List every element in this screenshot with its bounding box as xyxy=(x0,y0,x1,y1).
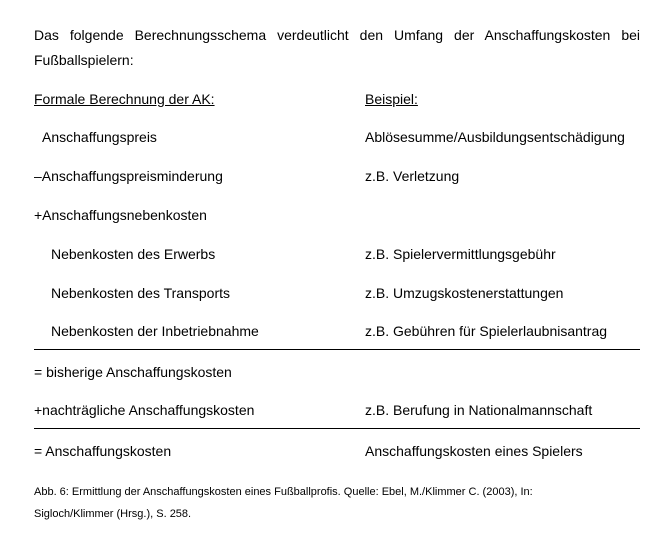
figure-caption xyxy=(34,481,640,525)
row-transport-costs-label: Nebenkosten des Transports xyxy=(51,285,230,301)
row-price-reduction-example: z.B. Verletzung xyxy=(365,168,460,184)
header-example: Beispiel: xyxy=(365,91,418,107)
row-purchase-price-example: Ablösesumme/Ausbildungsentschädigung xyxy=(365,129,625,145)
row-acquisition-costs-label: Nebenkosten des Erwerbs xyxy=(51,246,216,262)
row-acquisition-costs-example: z.B. Spielervermittlungsgebühr xyxy=(365,246,556,262)
row-total-costs-label: = Anschaffungskosten xyxy=(34,443,172,459)
row-subsequent-costs-label: +nachträgliche Anschaffungskosten xyxy=(34,402,255,418)
intro-paragraph xyxy=(34,23,640,73)
intro-line-2: Fußballspielern: xyxy=(34,52,134,68)
caption-line-1: Abb. 6: Ermittlung der Anschaffungskosten eines Fußballprofis. Quelle: Ebel, M./Klimmer C. (2003), In: xyxy=(34,486,533,498)
header-formal-calculation: Formale Berechnung der AK: xyxy=(34,91,215,107)
row-commissioning-costs-label: Nebenkosten der Inbetriebnahme xyxy=(51,323,259,339)
row-transport-costs-example: z.B. Umzugskostenerstattungen xyxy=(365,285,564,301)
row-price-reduction-label: –Anschaffungspreisminderung xyxy=(34,168,223,184)
caption-line-2: Sigloch/Klimmer (Hrsg.), S. 258. xyxy=(34,508,192,520)
row-previous-costs-label: = bisherige Anschaffungskosten xyxy=(34,364,232,380)
row-purchase-price-label: Anschaffungspreis xyxy=(42,129,157,145)
row-commissioning-costs-example: z.B. Gebühren für Spielerlaubnisantrag xyxy=(365,323,608,339)
divider-line-2 xyxy=(34,428,640,429)
intro-line-1: Das folgende Berechnungsschema verdeutlicht den Umfang der Anschaffungskosten bei xyxy=(34,27,640,43)
row-subsequent-costs-example: z.B. Berufung in Nationalmannschaft xyxy=(365,402,593,418)
divider-line-1 xyxy=(34,349,640,350)
row-total-costs-example: Anschaffungskosten eines Spielers xyxy=(365,443,583,459)
row-incidental-costs-label: +Anschaffungsnebenkosten xyxy=(34,207,207,223)
